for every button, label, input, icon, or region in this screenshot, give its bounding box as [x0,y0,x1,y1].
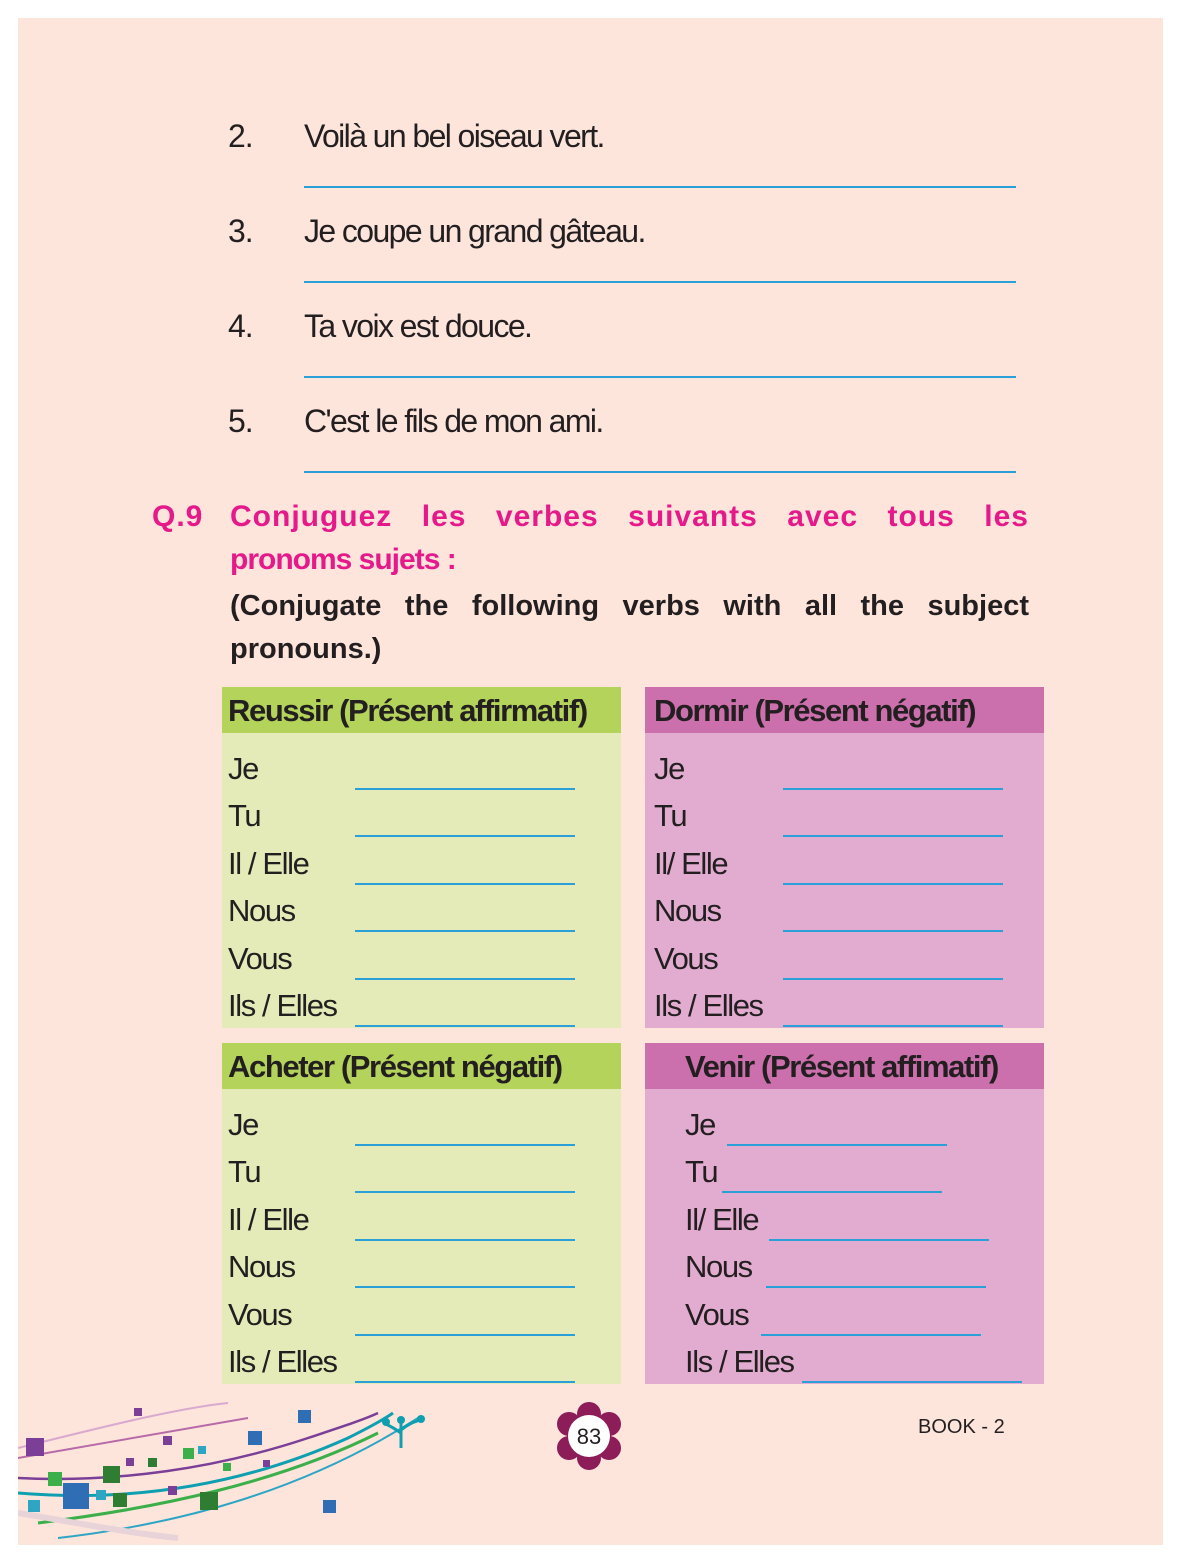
pronoun-label: Il / Elle [228,1202,309,1237]
conjugation-row [222,1107,621,1154]
answer-line[interactable] [355,1239,575,1241]
conjugation-row [222,941,621,988]
answer-line[interactable] [355,1144,575,1146]
conjugation-row [645,941,1044,988]
question-label: Q.9 [152,500,204,533]
sentence-text: Ta voix est douce. [304,308,532,344]
table-header [222,687,621,733]
answer-line[interactable] [355,1381,575,1383]
conjugation-row [222,1297,621,1344]
pronoun-label: Nous [228,1249,295,1284]
pronoun-label: Ils / Elles [228,1344,337,1379]
pronoun-label: Vous [654,941,718,976]
answer-line[interactable] [355,978,575,980]
answer-line[interactable] [304,281,1016,283]
pronoun-label: Ils / Elles [654,988,763,1023]
conjugation-row [222,1249,621,1296]
conjugation-row [222,846,621,893]
table-title: Dormir (Présent négatif) [654,693,976,728]
conjugation-row [645,798,1044,845]
sentence-number: 2. [228,118,253,154]
question-title-cont: pronoms sujets : [230,543,456,576]
conjugation-row [645,1154,1044,1201]
pronoun-label: Je [654,751,684,786]
sentence-text: Je coupe un grand gâteau. [304,213,645,249]
sentence-item [18,308,1163,398]
table-title: Acheter (Présent négatif) [228,1049,562,1084]
answer-line[interactable] [783,788,1003,790]
pronoun-label: Je [228,751,258,786]
pronoun-label: Il/ Elle [685,1202,759,1237]
pronoun-label: Nous [685,1249,752,1284]
pronoun-label: Nous [228,893,295,928]
sentence-number: 3. [228,213,253,249]
sentence-text: Voilà un bel oiseau vert. [304,118,604,154]
book-label: BOOK - 2 [918,1416,1005,1438]
pronoun-label: Tu [685,1154,718,1189]
answer-line[interactable] [304,376,1016,378]
sentence-number: 4. [228,308,253,344]
pronoun-label: Ils / Elles [685,1344,794,1379]
conjugation-row [645,846,1044,893]
answer-line[interactable] [355,1286,575,1288]
sentence-item [18,213,1163,303]
conjugation-row [222,751,621,798]
answer-line[interactable] [355,930,575,932]
pronoun-label: Ils / Elles [228,988,337,1023]
answer-line[interactable] [783,835,1003,837]
sentence-number: 5. [228,403,253,439]
conjugation-row [645,1202,1044,1249]
table-header [645,1043,1044,1089]
decorative-swirl-graphic [18,1388,438,1545]
answer-line[interactable] [761,1334,981,1336]
pronoun-label: Tu [228,798,261,833]
table-title: Reussir (Présent affirmatif) [228,693,587,728]
answer-line[interactable] [304,471,1016,473]
conjugation-row [222,893,621,940]
question-translation-cont: pronouns.) [230,633,382,665]
pronoun-label: Vous [685,1297,749,1332]
answer-line[interactable] [355,835,575,837]
answer-line[interactable] [783,1025,1003,1027]
answer-line[interactable] [802,1381,1022,1383]
worksheet-page [18,18,1163,1545]
conjugation-row [222,1202,621,1249]
answer-line[interactable] [355,1334,575,1336]
conjugation-table-reussir [222,687,621,1028]
answer-line[interactable] [727,1144,947,1146]
sentence-text: C'est le fils de mon ami. [304,403,603,439]
conjugation-table-venir [645,1043,1044,1384]
conjugation-row [222,988,621,1035]
page-number: 83 [576,1424,602,1449]
conjugation-row [222,798,621,845]
sentence-item [18,118,1163,208]
pronoun-label: Il / Elle [228,846,309,881]
answer-line[interactable] [769,1239,989,1241]
answer-line[interactable] [355,788,575,790]
conjugation-row [645,1297,1044,1344]
conjugation-table-acheter [222,1043,621,1384]
pronoun-label: Vous [228,1297,292,1332]
sentence-item [18,403,1163,493]
question-title: Conjuguez les verbes suivants avec tous les [230,500,1029,533]
pronoun-label: Je [228,1107,258,1142]
table-header [645,687,1044,733]
answer-line[interactable] [355,1191,575,1193]
conjugation-row [645,751,1044,798]
answer-line[interactable] [722,1191,942,1193]
pronoun-label: Il/ Elle [654,846,728,881]
pronoun-label: Tu [228,1154,261,1189]
question-translation: (Conjugate the following verbs with all the subject [230,590,1029,622]
table-header [222,1043,621,1089]
page-number-flower-icon [555,1402,623,1470]
pronoun-label: Vous [228,941,292,976]
answer-line[interactable] [766,1286,986,1288]
conjugation-row [645,988,1044,1035]
conjugation-row [645,1107,1044,1154]
conjugation-row [645,1344,1044,1391]
answer-line[interactable] [304,186,1016,188]
pronoun-label: Nous [654,893,721,928]
answer-line[interactable] [355,1025,575,1027]
conjugation-row [222,1154,621,1201]
answer-line[interactable] [783,930,1003,932]
conjugation-row [645,893,1044,940]
pronoun-label: Je [685,1107,715,1142]
answer-line[interactable] [783,883,1003,885]
table-title: Venir (Présent affimatif) [685,1049,998,1084]
answer-line[interactable] [783,978,1003,980]
conjugation-row [645,1249,1044,1296]
conjugation-table-dormir [645,687,1044,1028]
conjugation-row [222,1344,621,1391]
pronoun-label: Tu [654,798,687,833]
answer-line[interactable] [355,883,575,885]
